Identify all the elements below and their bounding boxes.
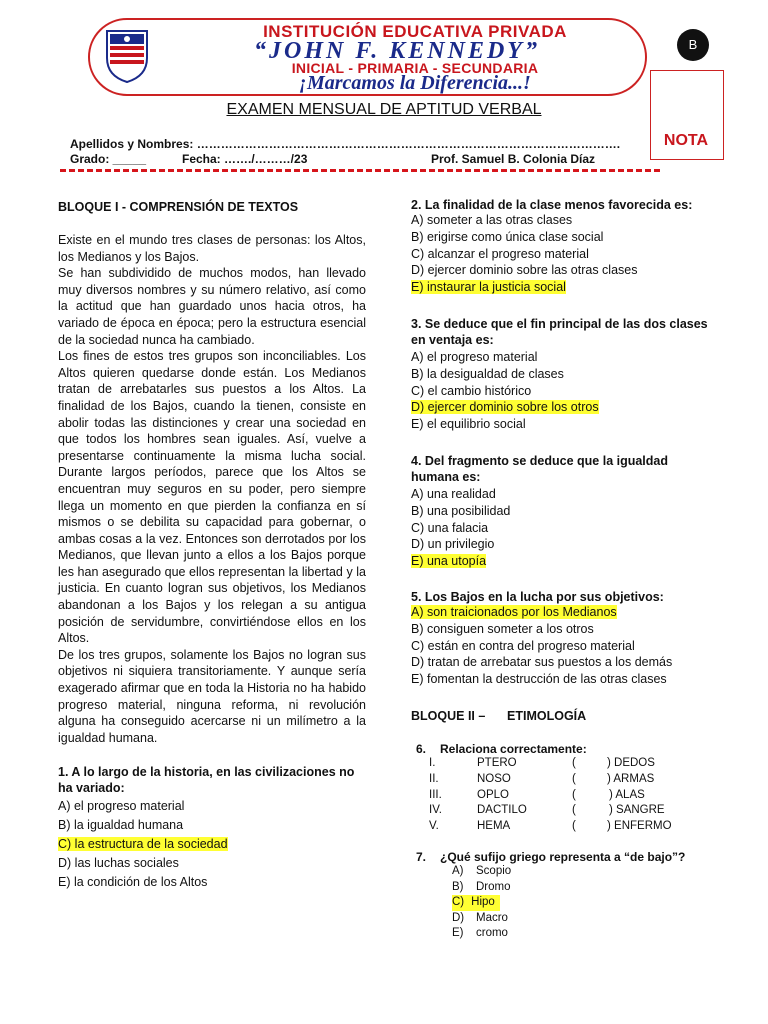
block1-title: BLOQUE I - COMPRENSIÓN DE TEXTOS [58, 200, 299, 214]
q5-option-b[interactable]: B) consiguen someter a los otros [411, 621, 594, 636]
q1-option-d[interactable]: D) las luchas sociales [58, 855, 179, 870]
names-line: Apellidos y Nombres: ……………………………………………………………………………………………. [70, 137, 621, 151]
reading-paragraph-2: Se han subdividido de muchos modos, han llevado muy diversos nombres y su número relativo, así como la actitud que han guardado unos hacia otros, ha variado de época en época; pero la estructura esencial de la sociedad nunca ha cambiado. [58, 266, 366, 347]
q7-option-text: Dromo [476, 881, 511, 893]
q6-row-answer: ) ARMAS [607, 773, 655, 785]
q3-question: 3. Se deduce que el fin principal de las dos clases en ventaja es: [411, 316, 708, 348]
school-banner [88, 18, 647, 96]
q6-row-root: PTERO [477, 757, 517, 769]
grade-line: Grado: _____ [70, 152, 147, 166]
q6-row-answer: ) ALAS [609, 789, 645, 801]
q1-option-b[interactable]: B) la igualdad humana [58, 818, 184, 833]
q6-row-root: NOSO [477, 773, 511, 785]
q2-option-b[interactable]: B) erigirse como única clase social [411, 229, 604, 244]
q7-option-text: Scopio [476, 865, 512, 877]
q7-option-letter: E) [452, 927, 464, 939]
q4-option-d[interactable]: D) un privilegio [411, 537, 495, 552]
q7-option-text: Hipo [471, 896, 495, 908]
q7-number: 7. [416, 850, 427, 864]
q6-row-root: HEMA [477, 820, 511, 832]
q6-row-roman: IV. [429, 804, 443, 816]
reading-paragraph-3: Los fines de estos tres grupos son inconciliables. Los Altos quieren quedarse donde están. Los Medianos tratan de arrebatarles sus puestos a los Altos. La finalidad de los Bajos, cuando la tienen, consiste en abolir todas las distinciones y crear una sociedad en que todos los hombres sean iguales. Así, vuelve a presentarse continuamente la misma lucha social. Durante largos períodos, parece que los Altos se encuentran muy seguros en su poder, pero siempre llega un momento en que pierden la confianza en sí mismos o se debilita su capacidad para gobernar, o ambas cosas a la vez. Entonces son derrotados por los Medianos, que llevan junto a ellos a los Bajos porque les han asegurado que ellos representan la libertad y la justicia. En cuanto logran sus objetivos, los Medianos abandonan a los Bajos y los relegan a su antigua posición de servidumbre, convirtiéndose ellos en los Altos. [58, 349, 366, 646]
block2-title: BLOQUE II – [411, 709, 486, 723]
reading-paragraph-1: Existe en el mundo tres clases de personas: los Altos, los Medianos y los Bajos. [58, 233, 366, 264]
q6-question: Relaciona correctamente: [440, 742, 587, 756]
q3-option-e[interactable]: E) el equilibrio social [411, 417, 526, 432]
q6-row-answer: ) SANGRE [609, 804, 665, 816]
q7-option-letter: C) [452, 896, 465, 908]
q3-option-b[interactable]: B) la desigualdad de clases [411, 366, 564, 381]
q2-question: 2. La finalidad de la clase menos favorecida es: [411, 198, 693, 212]
q7-option-text: cromo [476, 927, 508, 939]
school-shield-icon [104, 28, 150, 84]
q2-option-d[interactable]: D) ejercer dominio sobre las otras clases [411, 263, 638, 278]
q7-option-letter: B) [452, 881, 464, 893]
q4-option-e[interactable]: E) una utopía [411, 554, 487, 569]
q6-row-paren[interactable]: ( [572, 820, 576, 832]
banner-line-motto: ¡Marcamos la Diferencia...! [299, 72, 531, 94]
date-line: Fecha: ……./………/23 [182, 152, 308, 166]
q6-row-roman: I. [429, 757, 436, 769]
q7-option-letter: A) [452, 865, 464, 877]
reading-paragraph-4: De los tres grupos, solamente los Bajos no logran sus objetivos ni siquiera transitoriamente. Y aunque sería exagerado afirmar que en toda la Historia no ha habido progreso material, ninguna reforma, ni revolución alguna ha conseguido acercarse ni un milímetro a la igualdad humana. [58, 647, 366, 745]
q6-row-paren[interactable]: ( [572, 773, 576, 785]
q7-option-letter: D) [452, 912, 465, 924]
q2-option-a[interactable]: A) someter a las otras clases [411, 213, 573, 227]
q6-row-answer: ) ENFERMO [607, 820, 672, 832]
q6-row-paren[interactable]: ( [572, 757, 576, 769]
grade-box-label: NOTA [663, 132, 709, 149]
q3-option-d[interactable]: D) ejercer dominio sobre los otros [411, 400, 599, 415]
banner-line-school-name: “JOHN F. KENNEDY” [254, 38, 540, 64]
q2-option-c[interactable]: C) alcanzar el progreso material [411, 246, 589, 261]
q5-option-a[interactable]: A) son traicionados por los Medianos [411, 604, 617, 619]
q3-option-a[interactable]: A) el progreso material [411, 349, 538, 364]
left-column [58, 200, 366, 890]
q2-option-e[interactable]: E) instaurar la justicia social [411, 280, 566, 295]
q3-option-c[interactable]: C) el cambio histórico [411, 383, 532, 398]
q4-option-a[interactable]: A) una realidad [411, 486, 496, 501]
q6-row-roman: II. [429, 773, 439, 785]
right-column [411, 198, 716, 688]
q1-option-e[interactable]: E) la condición de los Altos [58, 874, 208, 889]
q7-option-text: Macro [476, 912, 508, 924]
q6-row-roman: V. [429, 820, 439, 832]
q7-question: ¿Qué sufijo griego representa a “de bajo”? [440, 850, 686, 864]
banner-line-institution: INSTITUCIÓN EDUCATIVA PRIVADA [263, 22, 567, 41]
q4-question: 4. Del fragmento se deduce que la igualdad humana es: [411, 453, 669, 485]
q6-row-root: OPLO [477, 789, 509, 801]
q6-row-roman: III. [429, 789, 442, 801]
exam-version-badge: B [677, 29, 709, 61]
q5-question: 5. Los Bajos en la lucha por sus objetivos: [411, 589, 664, 604]
q5-option-e[interactable]: E) fomentan la destrucción de las otras clases [411, 672, 667, 687]
q4-option-c[interactable]: C) una falacia [411, 520, 489, 535]
teacher-line: Prof. Samuel B. Colonia Díaz [431, 152, 596, 166]
q1-option-a[interactable]: A) el progreso material [58, 799, 185, 814]
q6-row-paren[interactable]: ( [572, 804, 576, 816]
q7-option-highlight [452, 895, 500, 911]
q5-option-d[interactable]: D) tratan de arrebatar sus puestos a los demás [411, 655, 673, 670]
q1-question: 1. A lo largo de la historia, en las civilizaciones no ha variado: [58, 765, 355, 796]
q6-number: 6. [416, 742, 427, 756]
banner-line-levels: INICIAL - PRIMARIA - SECUNDARIA [291, 60, 539, 76]
exam-title: EXAMEN MENSUAL DE APTITUD VERBAL [226, 101, 542, 118]
q5-option-c[interactable]: C) están en contra del progreso material [411, 638, 635, 653]
block2-subtitle: ETIMOLOGÍA [507, 709, 587, 723]
header-divider [60, 169, 660, 172]
q6-row-answer: ) DEDOS [607, 757, 655, 769]
q6-row-paren[interactable]: ( [572, 789, 576, 801]
q6-row-root: DACTILO [477, 804, 527, 816]
q1-option-c[interactable]: C) la estructura de la sociedad [58, 837, 228, 851]
q4-option-b[interactable]: B) una posibilidad [411, 503, 511, 518]
